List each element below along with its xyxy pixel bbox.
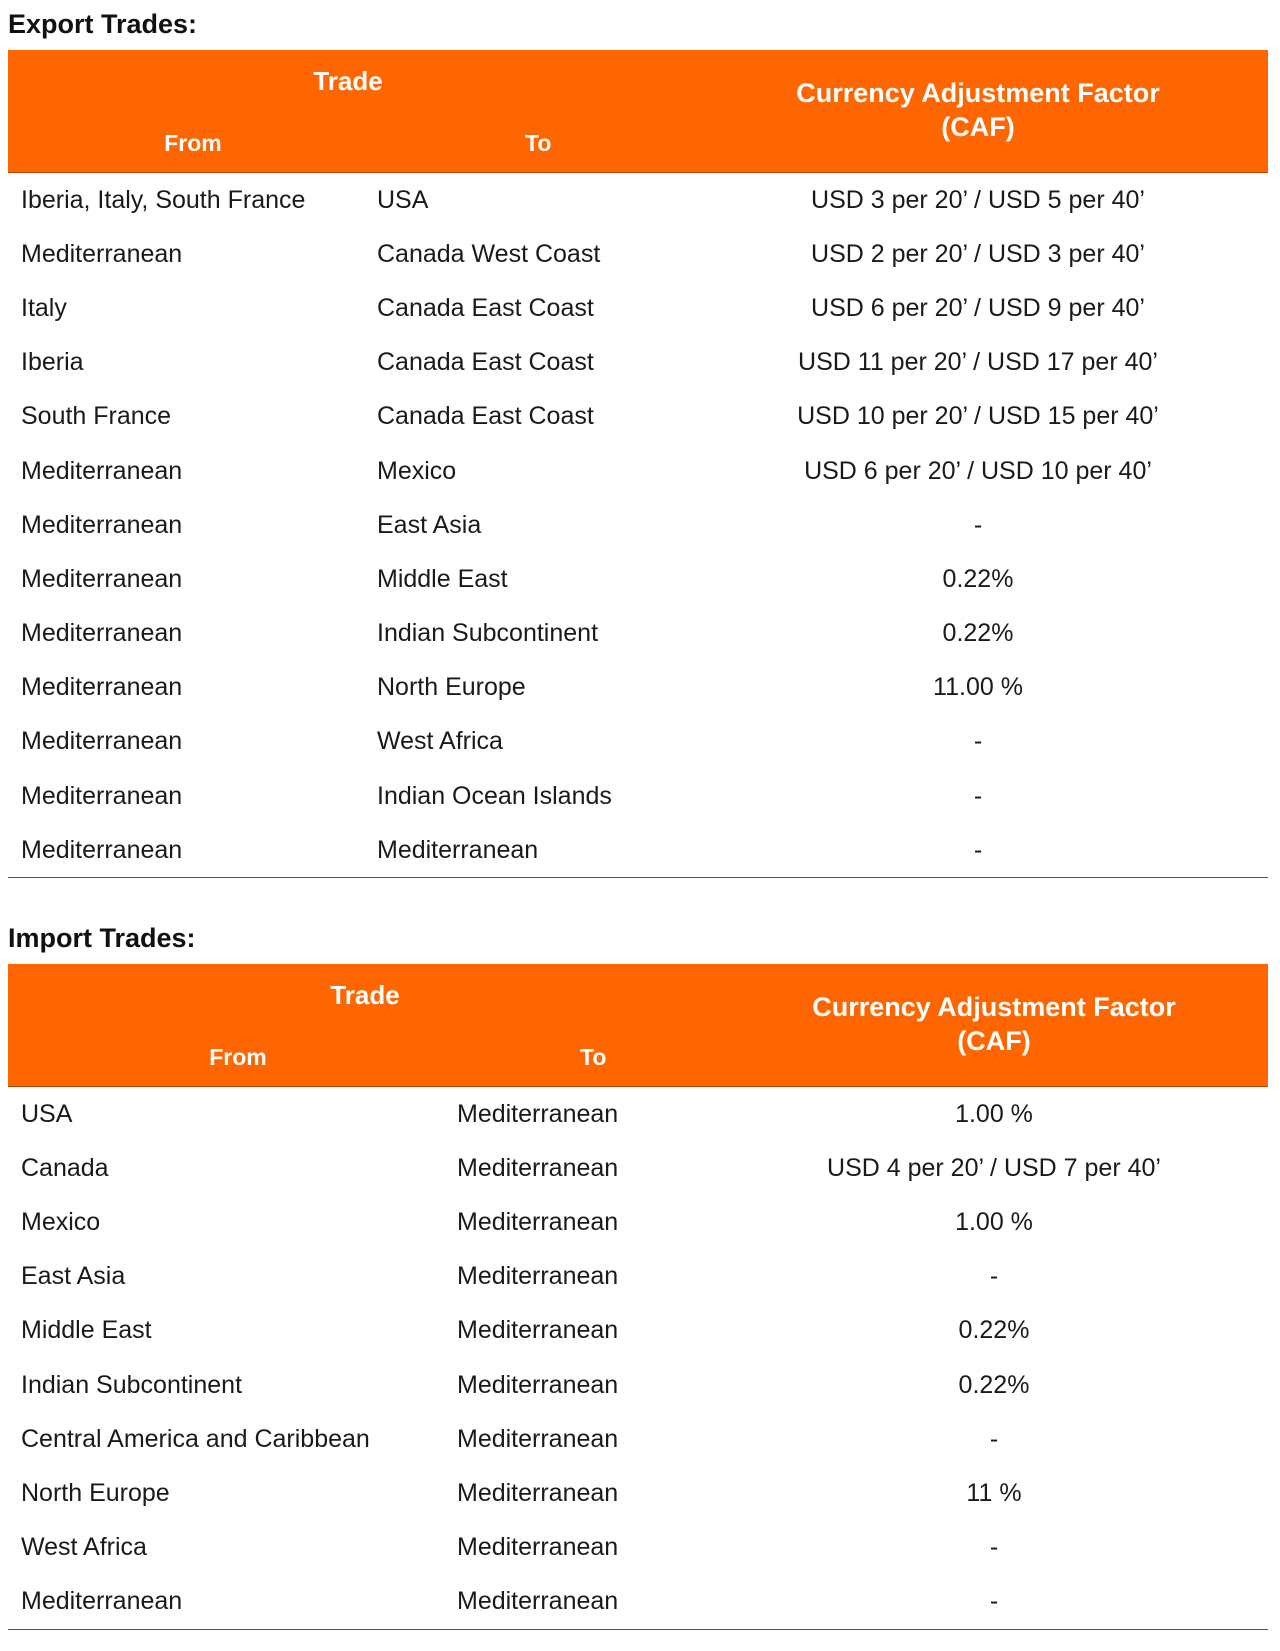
from-cell: Italy [21, 293, 67, 322]
header-caf-title: Currency Adjustment Factor [796, 78, 1160, 108]
to-cell: Mediterranean [457, 1099, 619, 1128]
table-row [8, 1521, 1268, 1575]
table-row [8, 661, 1268, 715]
to-cell: Canada East Coast [377, 402, 594, 431]
from-cell: Mediterranean [21, 835, 183, 864]
import-trades-table [8, 964, 1268, 1630]
to-cell: Mediterranean [457, 1316, 619, 1345]
to-cell: Mediterranean [457, 1153, 619, 1182]
table-row [8, 1250, 1268, 1304]
header-caf [708, 76, 1248, 144]
import-table-body [8, 1087, 1268, 1629]
from-cell: Middle East [21, 1316, 152, 1345]
from-cell: Mediterranean [21, 456, 183, 485]
from-cell: Indian Subcontinent [21, 1370, 243, 1399]
to-cell: Indian Subcontinent [377, 619, 599, 648]
caf-cell: - [973, 727, 983, 756]
export-trades-title: Export Trades: [8, 9, 198, 39]
from-cell: Mediterranean [21, 1587, 183, 1616]
to-cell: Mediterranean [457, 1207, 619, 1236]
to-cell: Mediterranean [457, 1370, 619, 1399]
table-row [8, 173, 1268, 227]
to-cell: Mediterranean [457, 1533, 619, 1562]
from-cell: North Europe [21, 1478, 170, 1507]
table-row [8, 607, 1268, 661]
caf-cell: 1.00 % [955, 1207, 1033, 1236]
caf-cell: USD 11 per 20’ / USD 17 per 40’ [798, 348, 1158, 377]
from-cell: Canada [21, 1153, 109, 1182]
table-row [8, 498, 1268, 552]
table-row [8, 1575, 1268, 1629]
from-cell: Iberia, Italy, South France [21, 185, 306, 214]
header-from: From [164, 130, 222, 156]
table-row [8, 1141, 1268, 1195]
table-row [8, 1304, 1268, 1358]
from-cell: Mediterranean [21, 564, 183, 593]
from-cell: Mediterranean [21, 727, 183, 756]
caf-cell: 0.22% [958, 1316, 1030, 1345]
to-cell: Canada East Coast [377, 348, 594, 377]
table-row [8, 336, 1268, 390]
from-cell: Mediterranean [21, 239, 183, 268]
from-cell: Mediterranean [21, 781, 183, 810]
caf-cell: - [973, 835, 983, 864]
caf-cell: 11.00 % [933, 673, 1023, 702]
caf-cell: USD 4 per 20’ / USD 7 per 40’ [827, 1153, 1161, 1182]
caf-cell: - [973, 510, 983, 539]
header-trade: Trade [330, 980, 400, 1010]
to-cell: Mediterranean [377, 835, 539, 864]
export-table-header [8, 50, 1268, 173]
header-from: From [209, 1044, 267, 1070]
caf-cell: - [989, 1533, 999, 1562]
table-row [8, 444, 1268, 498]
table-row [8, 1087, 1268, 1141]
header-to: To [525, 130, 552, 156]
to-cell: West Africa [377, 727, 503, 756]
to-cell: Mediterranean [457, 1587, 619, 1616]
table-row [8, 1195, 1268, 1249]
header-trade: Trade [313, 66, 383, 96]
to-cell: North Europe [377, 673, 526, 702]
from-cell: West Africa [21, 1533, 147, 1562]
table-row [8, 1412, 1268, 1466]
table-row [8, 281, 1268, 335]
caf-cell: 0.22% [942, 564, 1014, 593]
caf-cell: - [989, 1424, 999, 1453]
to-cell: Mexico [377, 456, 457, 485]
table-row [8, 552, 1268, 606]
caf-cell: USD 6 per 20’ / USD 10 per 40’ [804, 456, 1152, 485]
table-row [8, 715, 1268, 769]
caf-cell: 1.00 % [955, 1099, 1033, 1128]
from-cell: Mediterranean [21, 673, 183, 702]
to-cell: Canada East Coast [377, 293, 594, 322]
caf-cell: - [989, 1587, 999, 1616]
caf-cell: USD 2 per 20’ / USD 3 per 40’ [811, 239, 1145, 268]
to-cell: Mediterranean [457, 1424, 619, 1453]
from-cell: Mexico [21, 1207, 101, 1236]
export-trades-table [8, 50, 1268, 878]
from-cell: Iberia [21, 348, 84, 377]
caf-cell: - [973, 781, 983, 810]
to-cell: Mediterranean [457, 1478, 619, 1507]
caf-cell: USD 3 per 20’ / USD 5 per 40’ [811, 185, 1145, 214]
caf-cell: 0.22% [942, 619, 1014, 648]
from-cell: Mediterranean [21, 510, 183, 539]
caf-cell: 11 % [966, 1478, 1022, 1507]
import-table-bottom-rule [8, 1629, 1268, 1630]
export-table-body [8, 173, 1268, 877]
caf-cell: USD 6 per 20’ / USD 9 per 40’ [811, 293, 1145, 322]
table-row [8, 390, 1268, 444]
table-row [8, 823, 1268, 877]
to-cell: Canada West Coast [377, 239, 601, 268]
header-caf [724, 990, 1264, 1058]
header-caf-abbr: (CAF) [957, 1026, 1031, 1056]
from-cell: East Asia [21, 1262, 126, 1291]
header-caf-abbr: (CAF) [941, 112, 1015, 142]
import-table-header [8, 964, 1268, 1087]
caf-cell: 0.22% [958, 1370, 1030, 1399]
from-cell: Central America and Caribbean [21, 1424, 370, 1453]
caf-cell: USD 10 per 20’ / USD 15 per 40’ [797, 402, 1159, 431]
to-cell: Indian Ocean Islands [377, 781, 612, 810]
to-cell: Mediterranean [457, 1262, 619, 1291]
table-row [8, 227, 1268, 281]
header-caf-title: Currency Adjustment Factor [812, 992, 1176, 1022]
from-cell: USA [21, 1099, 73, 1128]
import-trades-section [8, 920, 1268, 1630]
header-to: To [580, 1044, 607, 1070]
export-trades-section [8, 6, 1268, 878]
table-row [8, 769, 1268, 823]
to-cell: USA [377, 185, 429, 214]
export-table-bottom-rule [8, 877, 1268, 878]
from-cell: South France [21, 402, 172, 431]
to-cell: East Asia [377, 510, 482, 539]
table-row [8, 1358, 1268, 1412]
caf-cell: - [989, 1262, 999, 1291]
table-row [8, 1466, 1268, 1520]
from-cell: Mediterranean [21, 619, 183, 648]
import-trades-title: Import Trades: [8, 923, 196, 953]
to-cell: Middle East [377, 564, 508, 593]
